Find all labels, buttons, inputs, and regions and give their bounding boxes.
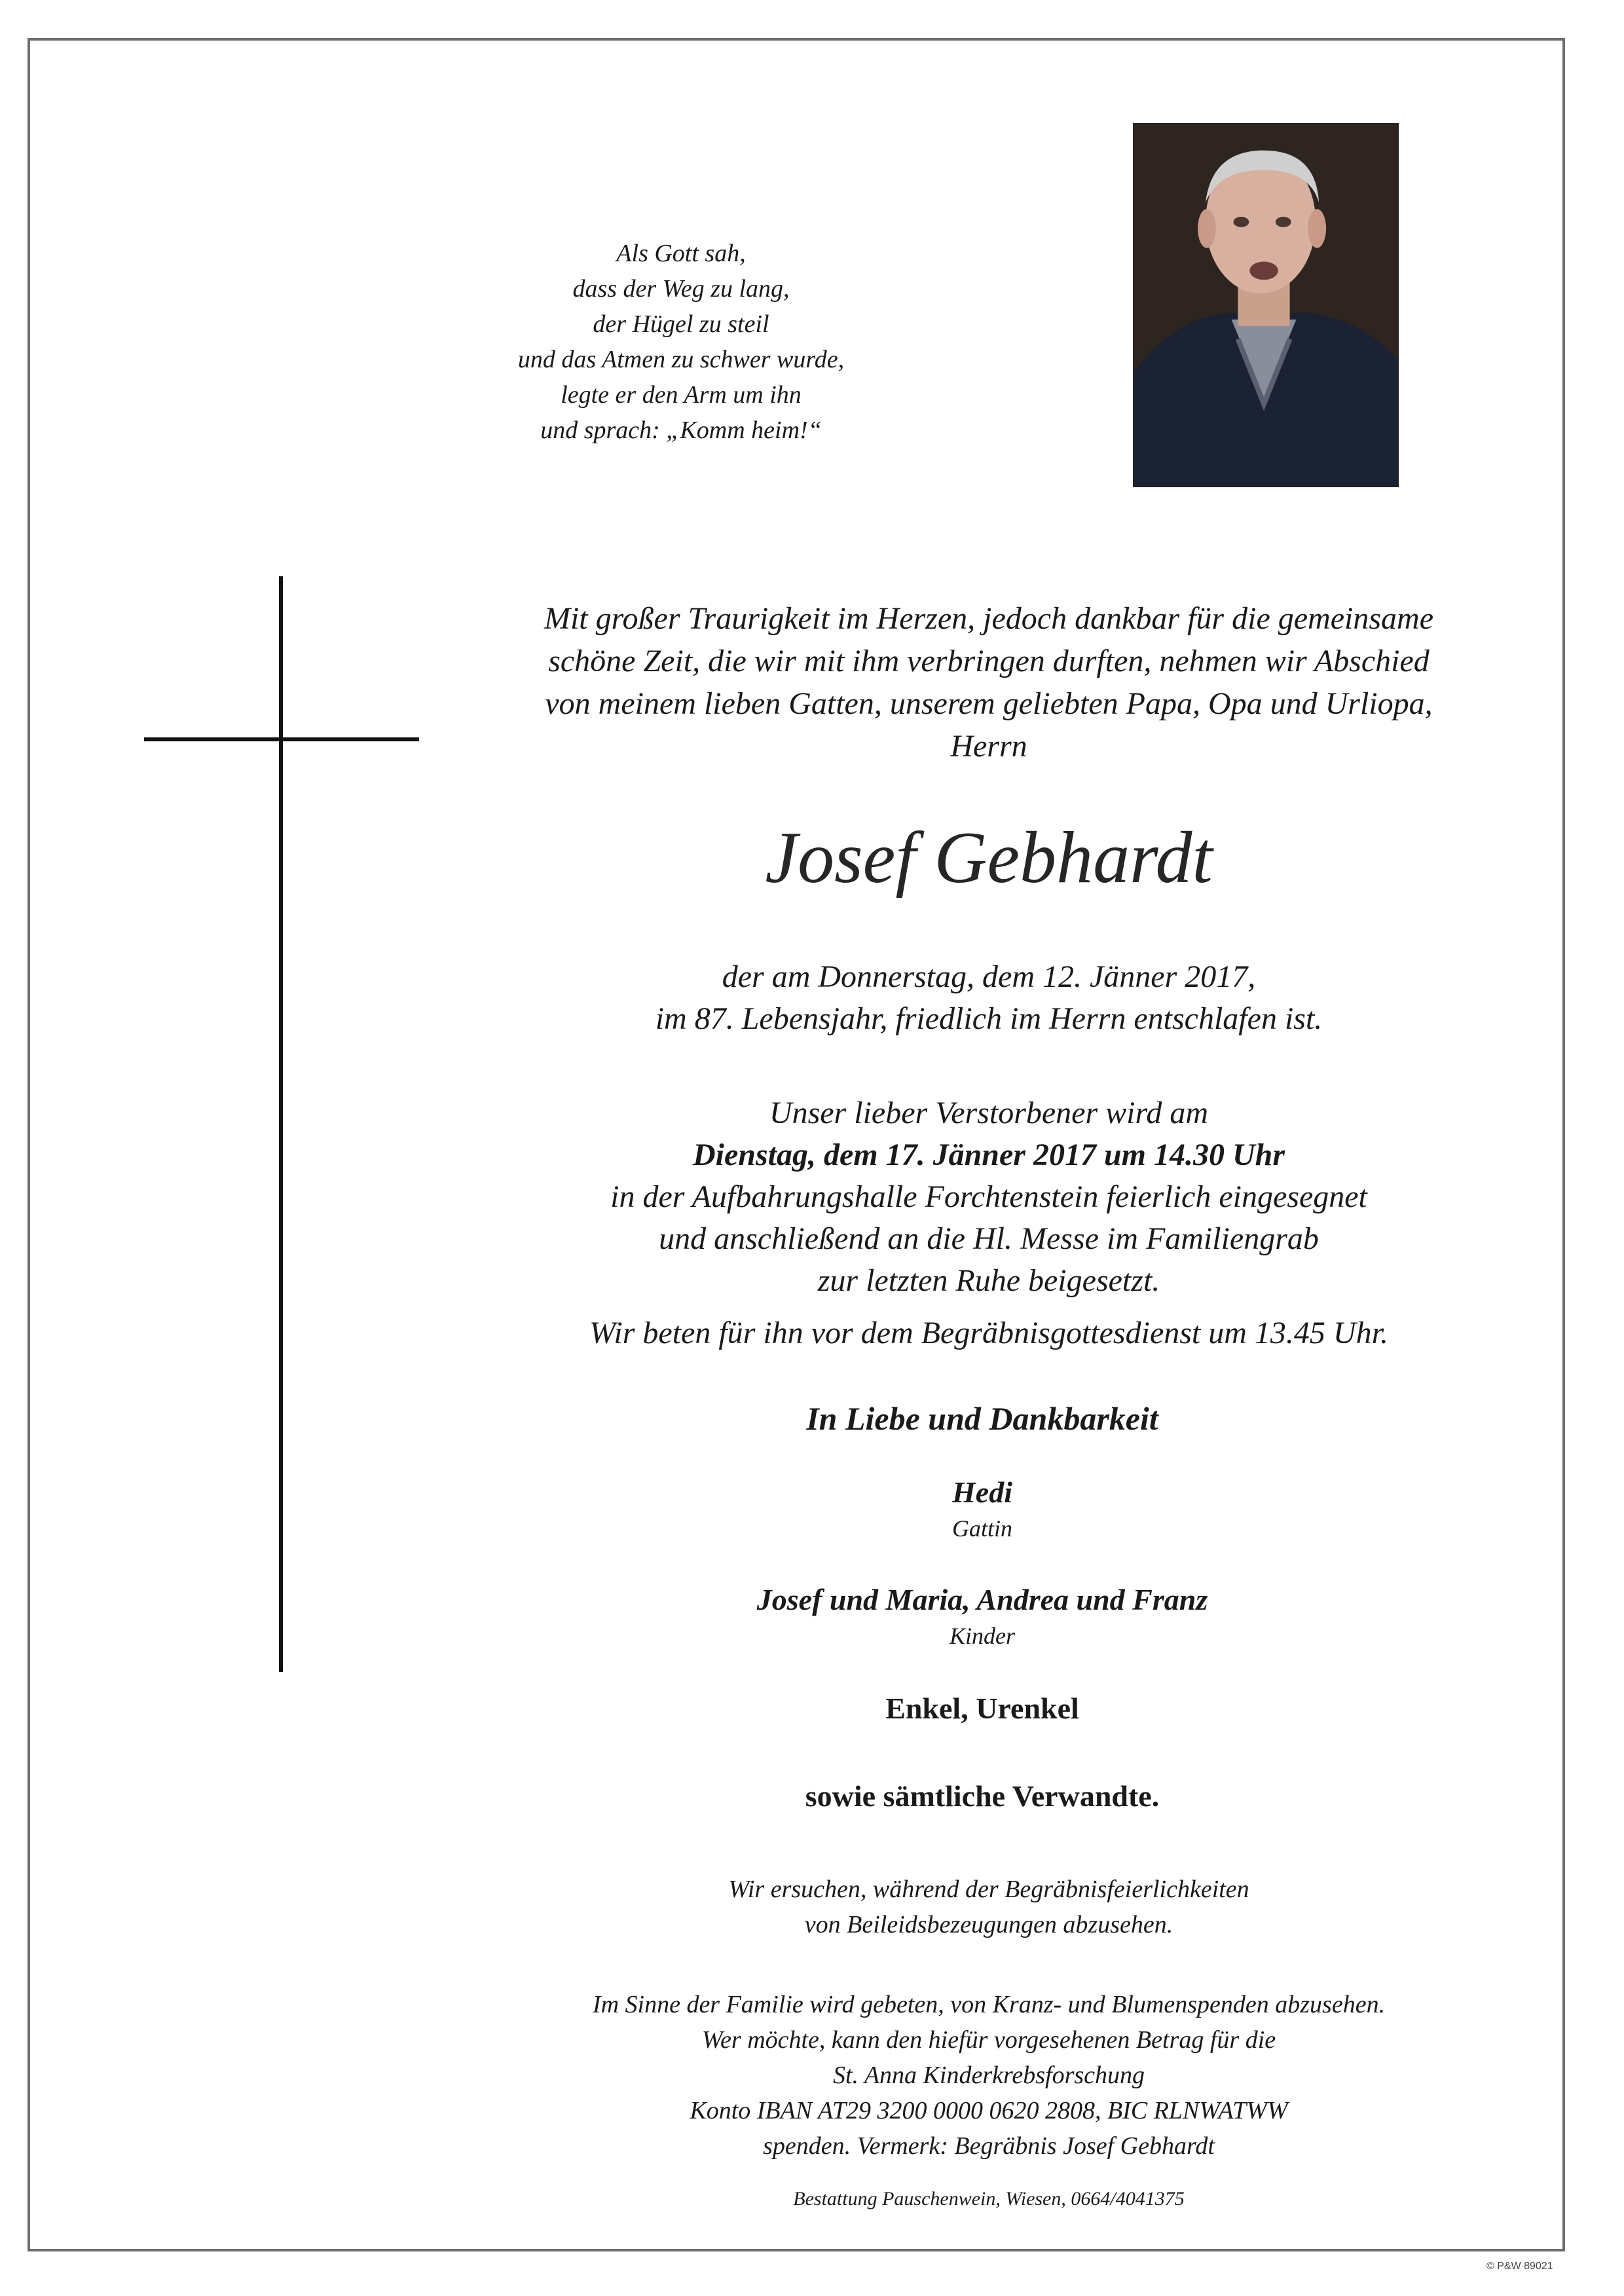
poem-line: Als Gott sah, — [616, 240, 746, 267]
note-line: Wer möchte, kann den hiefür vorgesehenen Betrag für die — [701, 2026, 1276, 2054]
funeral-date: Dienstag, dem 17. Jänner 2017 um 14.30 Uhr — [692, 1138, 1285, 1172]
intro-line: von meinem lieben Gatten, unserem geliebten Papa, Opa und Urliopa, — [545, 686, 1433, 721]
intro-line: Mit großer Traurigkeit im Herzen, jedoch dankbar für die gemeinsame — [544, 601, 1434, 636]
cross-horizontal-bar — [144, 737, 419, 741]
portrait-photo — [1133, 123, 1399, 487]
funeral-line: Unser lieber Verstorbener wird am — [769, 1096, 1209, 1130]
poem-line: und das Atmen zu schwer wurde, — [517, 346, 845, 373]
children-role: Kinder — [949, 1623, 1015, 1649]
memorial-poem — [419, 236, 943, 448]
undertaker-info: Bestattung Pauschenwein, Wiesen, 0664/4041375 — [793, 2188, 1185, 2210]
mourners-heading: In Liebe und Dankbarkeit — [806, 1400, 1158, 1437]
note-line: von Beileidsbezeugungen abzusehen. — [804, 1911, 1173, 1938]
intro-line: schöne Zeit, die wir mit ihm verbringen durften, nehmen wir Abschied — [548, 644, 1430, 678]
funeral-line: und anschließend an die Hl. Messe im Familiengrab — [659, 1221, 1319, 1256]
funeral-details — [458, 1092, 1519, 1302]
spouse-name: Hedi — [952, 1475, 1012, 1509]
funeral-line: zur letzten Ruhe beigesetzt. — [817, 1263, 1160, 1298]
spouse-role: Gattin — [951, 1515, 1012, 1542]
relatives: sowie sämtliche Verwandte. — [805, 1779, 1160, 1813]
funeral-line: in der Aufbahrungshalle Forchtenstein feierlich eingesegnet — [610, 1179, 1367, 1214]
prayer-notice: Wir beten für ihn vor dem Begräbnisgottesdienst um 13.45 Uhr. — [589, 1316, 1388, 1350]
poem-line: der Hügel zu steil — [593, 310, 769, 338]
announcement-intro — [458, 597, 1519, 768]
deceased-name: Josef Gebhardt — [765, 817, 1213, 898]
donation-note — [458, 1987, 1519, 2164]
grandchildren: Enkel, Urenkel — [885, 1692, 1079, 1725]
condolence-note — [458, 1872, 1519, 1942]
children-names: Josef und Maria, Andrea und Franz — [756, 1583, 1208, 1616]
note-line: spenden. Vermerk: Begräbnis Josef Gebhardt — [763, 2132, 1215, 2160]
note-line: St. Anna Kinderkrebsforschung — [832, 2062, 1145, 2089]
death-line: im 87. Lebensjahr, friedlich im Herrn entschlafen ist. — [655, 1001, 1323, 1036]
death-details — [458, 956, 1519, 1040]
note-line: Wir ersuchen, während der Begräbnisfeierlichkeiten — [728, 1876, 1249, 1903]
note-line: Im Sinne der Familie wird gebeten, von Kranz- und Blumenspenden abzusehen. — [592, 1991, 1386, 2018]
poem-line: und sprach: „Komm heim!“ — [540, 417, 822, 444]
poem-line: dass der Weg zu lang, — [572, 275, 790, 303]
note-line: Konto IBAN AT29 3200 0000 0620 2808, BIC RLNWATWW — [690, 2097, 1288, 2124]
poem-line: legte er den Arm um ihn — [561, 381, 802, 409]
death-line: der am Donnerstag, dem 12. Jänner 2017, — [722, 959, 1256, 994]
intro-line: Herrn — [950, 729, 1027, 764]
print-code: © P&W 89021 — [1486, 2261, 1553, 2272]
